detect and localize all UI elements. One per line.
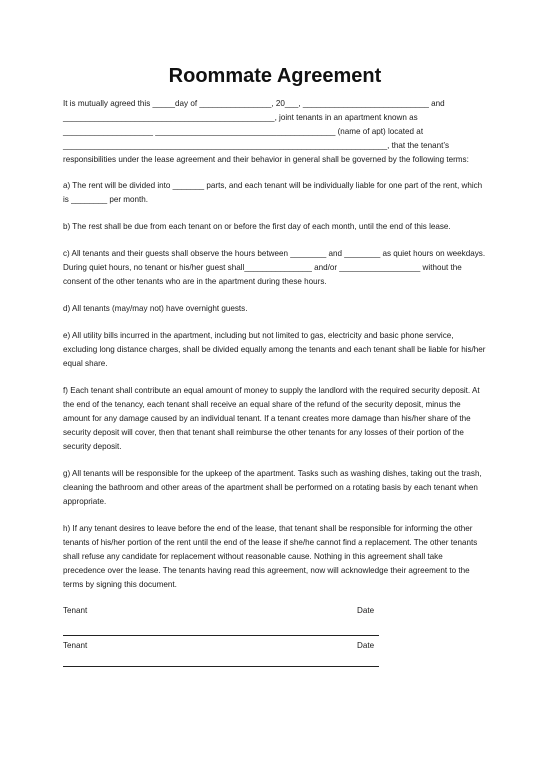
document-body xyxy=(63,97,487,605)
clause-f: f) Each tenant shall contribute an equal amount of money to supply the landlord with the required security deposit. At the end of the tenancy, each tenant shall receive an equal share of the refund of the security deposit, minus the amount for any damage caused by an individual tenant. If a tenant creates more damage than his/her share of the security deposit will cover, then that tenant shall reimburse the other tenants for any losses of their portion of the security deposit. xyxy=(63,386,482,451)
signature-block-1 xyxy=(63,605,487,617)
tenant-label: Tenant xyxy=(63,641,88,650)
clause-h: h) If any tenant desires to leave before the end of the lease, that tenant shall be responsible for informing the other tenants of his/her portion of the rent until the end of the lease if she/he cannot find a replacement. The other tenants shall refuse any candidate for replacement without reasonable cause. Nothing in this agreement shall take precedence over the lease. The tenants having read this agreement, now will acknowledge their agreement to the terms by signing this document. xyxy=(63,524,480,589)
signature-line[interactable] xyxy=(63,635,379,636)
clause-d: d) All tenants (may/may not) have overnight guests. xyxy=(63,304,248,313)
intro-paragraph: It is mutually agreed this _____day of ________________, 20___, ____________________________ and _______________________________________________, joint tenants in an apartment known as ____________________ ________________________________________ (name of apt) located at ________________________________________________________________________, that the tenant’s responsibilities under the lease agreement and their behavior in general shall be governed by the following terms: xyxy=(63,99,469,164)
tenant-label: Tenant xyxy=(63,606,88,615)
clause-a: a) The rent will be divided into _______ parts, and each tenant will be individually liable for one part of the rent, which is ________ per month. xyxy=(63,181,485,204)
signature-block-2 xyxy=(63,640,487,652)
date-label: Date xyxy=(357,606,375,615)
clause-e: e) All utility bills incurred in the apartment, including but not limited to gas, electricity and basic phone service, excluding long distance charges, shall be divided equally among the tenants and each tenant shall be liable for his/her equal share. xyxy=(63,331,488,368)
date-label: Date xyxy=(357,641,375,650)
document-title: Roommate Agreement xyxy=(168,65,382,87)
signature-line[interactable] xyxy=(63,666,379,667)
clause-b: b) The rest shall be due from each tenant on or before the first day of each month, until the end of this lease. xyxy=(63,222,451,231)
clause-c: c) All tenants and their guests shall observe the hours between ________ and ________ as quiet hours on weekdays. During quiet hours, no tenant or his/her guest shall_______________ and/or __________________ without the consent of the other tenants who are in the apartment during these hours. xyxy=(63,249,488,286)
clause-g: g) All tenants will be responsible for the upkeep of the apartment. Tasks such as washing dishes, taking out the trash, cleaning the bathroom and other areas of the apartment shall be performed on a rotating basis by each tenant when appropriate. xyxy=(63,469,484,506)
